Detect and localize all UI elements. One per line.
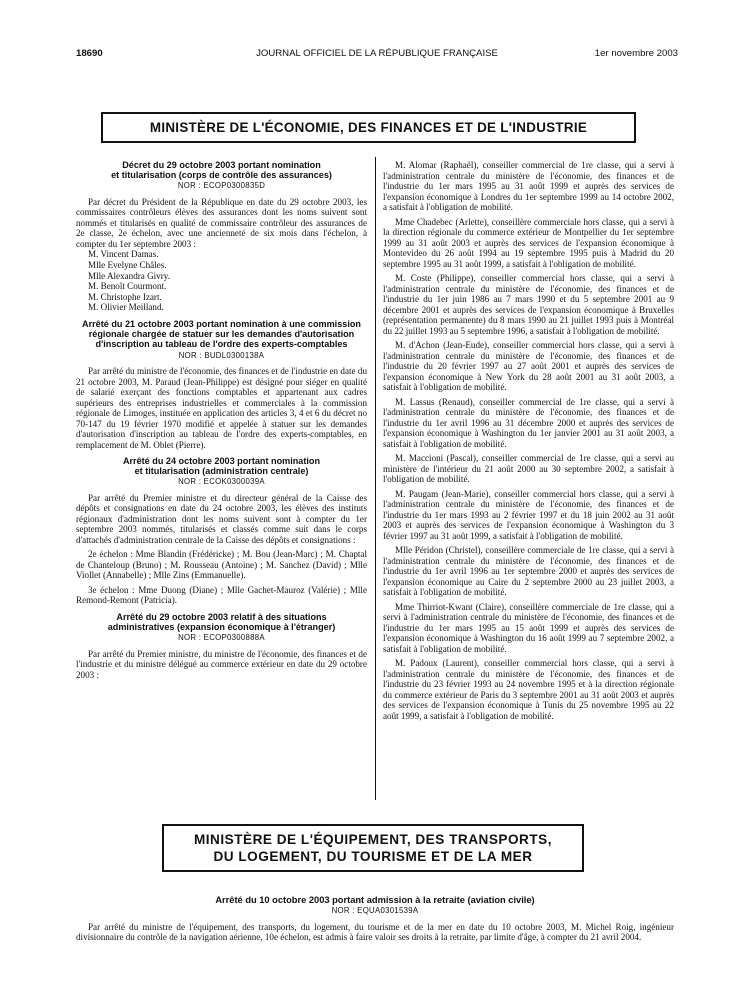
article-title: Arrêté du 21 octobre 2003 portant nomination à une commission régionale chargée de statuer sur les demandes d'autorisation d'inscription au tableau de l'ordre des experts-comptables bbox=[82, 318, 361, 350]
article-title-line: administratives (expansion économique à l'étranger) bbox=[107, 622, 336, 633]
article-paragraph: M. Maccioni (Pascal), conseiller commercial de 1re classe, qui a servi au ministère de l'intérieur du 21 août 2000 au 30 septembre 2002, a satisfait à l'obligation de mobilité. bbox=[383, 453, 674, 484]
page-header bbox=[76, 48, 678, 62]
article-paragraph: M. Paugam (Jean-Marie), conseiller commercial hors classe, qui a servi à l'administration centrale du ministère de l'économie, des finances et de l'industrie du 1er mars 1993 au 2 février 1997 et du 18 juin 2002 au 31 août 2003 et auprès des services de l'expansion économique à Washington du 3 février 1997 au 31 août 1999, a satisfait à l'obligation de mobilité. bbox=[383, 488, 674, 541]
article-title bbox=[76, 160, 367, 180]
list-item: Mlle Evelyne Châles. bbox=[88, 260, 167, 270]
issue-date: 1er novembre 2003 bbox=[594, 48, 678, 59]
article-title-line: Arrêté du 29 octobre 2003 relatif à des situations bbox=[116, 611, 327, 622]
article-title-line: et titularisation (administration centrale) bbox=[134, 466, 309, 477]
ministry-title-line: MINISTÈRE DE L'ÉQUIPEMENT, DES TRANSPORTS, bbox=[193, 832, 553, 847]
nor-reference: NOR : ECOK0300039A bbox=[178, 477, 265, 487]
article-paragraph: M. Padoux (Laurent), conseiller commercial hors classe, qui a servi à l'administration centrale du ministère de l'économie, des finances et de l'industrie du 23 février 1993 au 24 novembre 1995 et à la direction régionale du commerce extérieur de Paris du 3 septembre 2001 au 31 août 2003 et auprès des services de l'expansion économique à Tunis du 25 novembre 1995 au 22 août 1999, a satisfait à l'obligation de mobilité. bbox=[383, 658, 674, 721]
article-paragraph: Par arrêté du Premier ministre et du directeur général de la Caisse des dépôts et consignations en date du 24 octobre 2003, les élèves des instituts régionaux d'administration dont les noms suivent sont à compter du 1er septembre 2003 nommés, titularisés et classés comme suit dans le corps d'attachés d'administration centrale de la Caisse des dépôts et consignations : bbox=[76, 492, 367, 545]
nor-reference: NOR : EQUA0301539A bbox=[331, 906, 419, 916]
article-arrete-retraite bbox=[76, 895, 674, 943]
column-divider bbox=[375, 157, 376, 800]
right-column bbox=[383, 160, 674, 721]
article-arrete-experts-comptables bbox=[76, 319, 367, 450]
article-title-line: et titularisation (corps de contrôle des assurances) bbox=[111, 170, 332, 181]
article-paragraph: M. Alomar (Raphaël), conseiller commercial de 1re classe, qui a servi à l'administration centrale du ministère de l'économie, des finances et de l'industrie du 1er mars 1995 au 31 août 1999 et auprès des services de l'expansion économique à Londres du 1er septembre 1999 au 14 octobre 2002, a satisfait à l'obligation de mobilité. bbox=[383, 160, 674, 212]
article-paragraph: Par arrêté du Premier ministre, du ministre de l'économie, des finances et de l'industrie et du ministre délégué au commerce extérieur en date du 29 octobre 2003 : bbox=[76, 648, 367, 680]
article-decret-assurances bbox=[76, 160, 367, 313]
article-paragraph: M. Coste (Philippe), conseiller commercial hors classe, qui a servi à l'administration centrale du ministère de l'économie, des finances et de l'industrie du 1er juin 1986 au 7 mars 1990 et du 5 septembre 2001 au 9 décembre 2001 et auprès des services de l'expansion économique à Bruxelles (représentation permanente) du 8 mars 1990 au 21 juillet 1993 puis à Montréal du 22 juillet 1993 au 5 septembre 1996, a satisfait à l'obligation de mobilité. bbox=[383, 273, 674, 336]
list-item: M. Vincent Damas. bbox=[88, 249, 159, 260]
article-title-line: Décret du 29 octobre 2003 portant nomination bbox=[122, 160, 321, 170]
ministry-title: MINISTÈRE DE L'ÉCONOMIE, DES FINANCES ET DE L'INDUSTRIE bbox=[149, 120, 588, 135]
article-paragraph: 2e échelon : Mme Blandin (Frédéricke) ; M. Bou (Jean-Marc) ; M. Chaptal de Chanteloup (Bruno) ; M. Rousseau (Antoine) ; M. Sanchez (David) ; Mlle Viollet (Annabelle) ; Mlle Zins (Emmanuelle). bbox=[76, 549, 367, 581]
list-item: M. Olivier Meilland. bbox=[88, 302, 164, 313]
journal-title: JOURNAL OFFICIEL DE LA RÉPUBLIQUE FRANÇAISE bbox=[256, 48, 498, 59]
article-paragraph: Par arrêté du ministre de l'équipement, des transports, du logement, du tourisme et de la mer en date du 10 octobre 2003, M. Michel Roig, ingénieur divisionnaire du contrôle de la navigation aérienne, 10e échelon, est admis à faire valoir ses droits à la retraite, par limite d'âge, à compter du 21 avril 2004. bbox=[76, 921, 674, 943]
nor-reference: NOR : ECOP0300888A bbox=[178, 633, 265, 643]
article-paragraph: M. d'Achon (Jean-Eude), conseiller commercial hors classe, qui a servi à l'administration centrale du ministère de l'économie, des finances et de l'industrie du 20 février 1997 au 27 août 2001 et auprès des services de l'expansion économique à New York du 28 août 2001 au 31 août 2003, a satisfait à l'obligation de mobilité. bbox=[383, 340, 674, 392]
article-title-line: Arrêté du 24 octobre 2003 portant nomination bbox=[122, 456, 321, 467]
article-title bbox=[76, 612, 367, 632]
article-paragraph: Mme Chadebec (Arlette), conseillère commerciale hors classe, qui a servi à la direction régionale du commerce extérieur de Montpellier du 1er septembre 1999 au 31 août 2003 et auprès des services de l'expansion économique à Montevideo du 26 août 1994 au 19 septembre 1995 puis à Madrid du 20 septembre 1995 au 31 août 1999, a satisfait à l'obligation de mobilité. bbox=[383, 216, 674, 269]
page-number: 18690 bbox=[76, 48, 103, 59]
article-paragraph: M. Lassus (Renaud), conseiller commercial de 1re classe, qui a servi à l'administration centrale du ministère de l'économie, des finances et de l'industrie du 1er avril 1996 au 31 décembre 2000 et auprès des services de l'expansion économique à Washington du 1er janvier 2001 au 31 août 2003, a satisfait à l'obligation de mobilité. bbox=[383, 396, 674, 449]
article-title: Arrêté du 10 octobre 2003 portant admission à la retraite (aviation civile) bbox=[215, 895, 535, 905]
article-arrete-administration-centrale bbox=[76, 456, 367, 606]
ministry-heading-economy bbox=[101, 112, 636, 143]
article-paragraph: Par décret du Président de la République en date du 29 octobre 2003, les commissaires contrôleurs élèves des assurances dont les noms suivent sont nommés et titularisés en qualité de commissaire contrôleur des assurances de 2e classe, 2e échelon, avec une ancienneté de six mois dans l'échelon, à compter du 1er septembre 2003 : bbox=[76, 196, 367, 249]
nor-reference: NOR : ECOP0300835D bbox=[177, 181, 266, 191]
ministry-heading-equipement bbox=[162, 824, 584, 872]
nor-reference: NOR : BUDL0300138A bbox=[178, 350, 265, 360]
article-title bbox=[76, 456, 367, 476]
article-paragraph: 3e échelon : Mme Duong (Diane) ; Mlle Gachet-Mauroz (Valérie) ; Mlle Remond-Remont (Patricia). bbox=[76, 584, 367, 606]
ministry-title-line: DU LOGEMENT, DU TOURISME ET DE LA MER bbox=[213, 849, 533, 864]
article-paragraph: Par arrêté du ministre de l'économie, des finances et de l'industrie en date du 21 octobre 2003, M. Paraud (Jean-Philippe) est désigné pour siéger en qualité de salarié exerçant des fonctions comptables et appartenant aux cadres supérieurs des entreprises industrielles et commerciales à la commission régionale de Limoges, instituée en application des articles 3, 4 et 6 du décret no 70-147 du 19 février 1970 modifié et appelée à statuer sur les demandes d'autorisation d'inscription au tableau de l'ordre des experts-comptables, en remplacement de M. Oblet (Pierre). bbox=[76, 366, 367, 450]
article-arrete-expansion-economique bbox=[76, 612, 367, 680]
names-list bbox=[88, 249, 367, 313]
article-paragraph: Mme Thirriot-Kwant (Claire), conseillère commerciale de 1re classe, qui a servi à l'administration centrale du ministère de l'économie, des finances et de l'industrie du 1er mars 1995 au 15 août 1999 et auprès des services de l'expansion économique à Washington du 16 août 1999 au 7 septembre 2002, a satisfait à l'obligation de mobilité. bbox=[383, 601, 674, 654]
left-column bbox=[76, 160, 367, 680]
list-item: M. Benoît Courmont. bbox=[88, 281, 167, 292]
list-item: M. Christophe Izart. bbox=[88, 291, 162, 302]
article-paragraph: Mlle Péridon (Christel), conseillère commerciale de 1re classe, qui a servi à l'administration centrale du ministère de l'économie, des finances et de l'industrie du 1er avril 1996 au 1er septembre 2000 et auprès des services de l'expansion économique au Caire du 2 septembre 2000 au 23 juillet 2003, a satisfait à l'obligation de mobilité. bbox=[383, 545, 674, 597]
list-item: Mlle Alexandra Givry. bbox=[88, 270, 170, 281]
